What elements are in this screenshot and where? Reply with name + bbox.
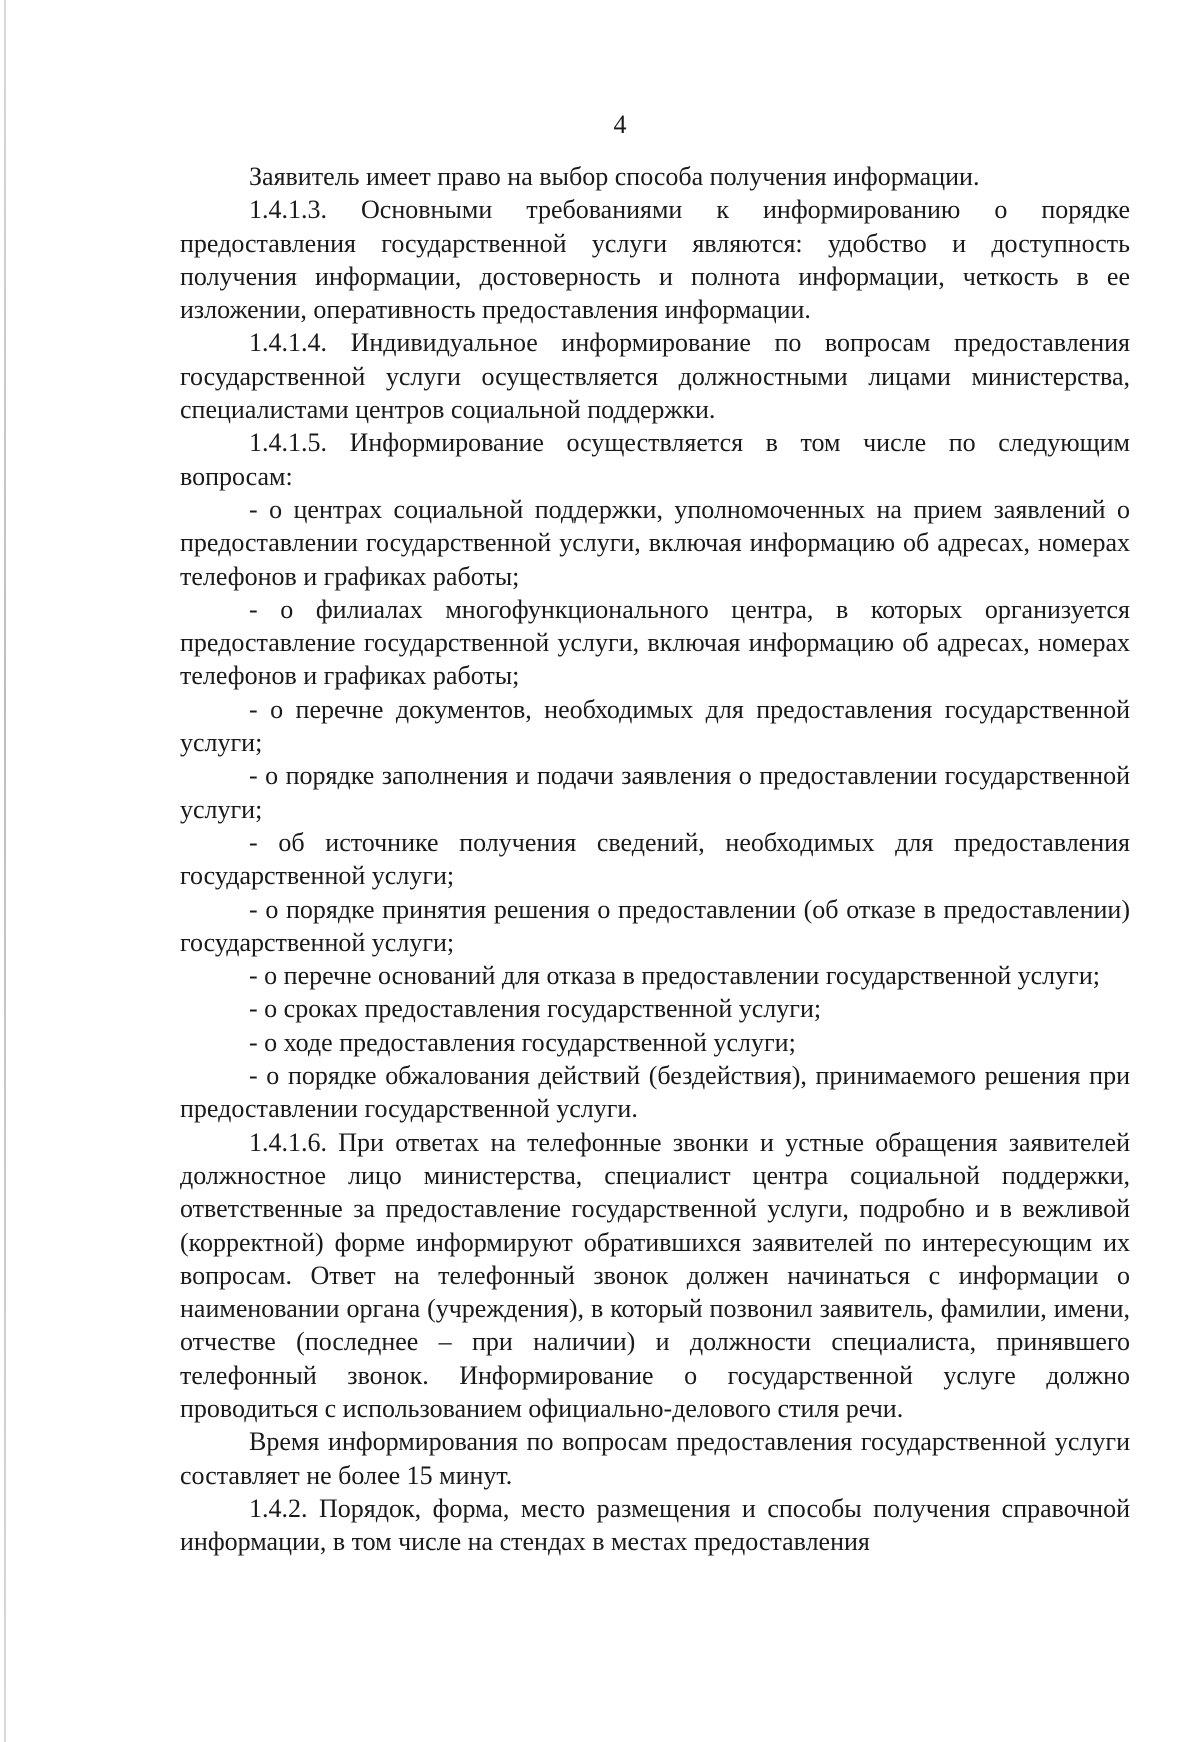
list-item: - о центрах социальной поддержки, уполномоченных на прием заявлений о предоставлении государственной услуги, включая информацию об адресах, номерах телефонов и графиках работы; bbox=[180, 494, 1130, 591]
scan-edge-line bbox=[4, 0, 6, 1742]
list-item: - о ходе предоставления государственной услуги; bbox=[249, 1027, 796, 1057]
paragraph-right-to-choose: Заявитель имеет право на выбор способа получения информации. bbox=[249, 162, 980, 191]
list-item: - о филиалах многофункционального центра, в которых организуется предоставление государственной услуги, включая информацию об адресах, номерах телефонов и графиках работы; bbox=[180, 594, 1130, 691]
paragraph-1-4-1-3: 1.4.1.3. Основными требованиями к информированию о порядке предоставления государственной услуги являются: удобство и доступность получения информации, достоверность и полнота информации, четкость в ее изложении, оперативность предоставления информации. bbox=[180, 195, 1130, 325]
paragraph-1-4-1-6: 1.4.1.6. При ответах на телефонные звонки и устные обращения заявителей должностное лицо министерства, специалист центра социальной поддержки, ответственные за предоставление государственной услуги, подробно и в вежливой (корректной) форме информируют обратившихся заявителей по интересующим их вопросам. Ответ на телефонный звонок должен начинаться с информации о наименовании органа (учреждения), в который позвонил заявитель, фамилии, имени, отчестве (последнее – при наличии) и должности специалиста, принявшего телефонный звонок. Информирование о государственной услуге должно проводиться с использованием официально-делового стиля речи. bbox=[180, 1127, 1130, 1423]
document-body bbox=[180, 160, 1130, 1558]
paragraph-1-4-2: 1.4.2. Порядок, форма, место размещения и способы получения справочной информации, в том числе на стендах в местах предоставления bbox=[180, 1493, 1130, 1557]
list-item: - о порядке принятия решения о предоставлении (об отказе в предоставлении) государственной услуги; bbox=[180, 894, 1130, 957]
list-item: - о перечне документов, необходимых для предоставления государственной услуги; bbox=[180, 694, 1130, 758]
paragraph-1-4-1-4: 1.4.1.4. Индивидуальное информирование по вопросам предоставления государственной услуги осуществляется должностными лицами министерства, специалистами центров социальной поддержки. bbox=[180, 328, 1130, 425]
list-item: - о сроках предоставления государственной услуги; bbox=[249, 994, 822, 1024]
list-item: - о перечне оснований для отказа в предоставлении государственной услуги; bbox=[249, 961, 1100, 991]
list-item: - о порядке обжалования действий (бездействия), принимаемого решения при предоставлении государственной услуги. bbox=[180, 1061, 1130, 1124]
list-item: - о порядке заполнения и подачи заявления о предоставлении государственной услуги; bbox=[180, 761, 1130, 824]
paragraph-informing-time: Время информирования по вопросам предоставления государственной услуги составляет не более 15 минут. bbox=[180, 1427, 1130, 1490]
list-item: - об источнике получения сведений, необходимых для предоставления государственной услуги; bbox=[180, 827, 1130, 891]
page-number: 4 bbox=[613, 110, 627, 139]
paragraph-1-4-1-5: 1.4.1.5. Информирование осуществляется в том числе по следующим вопросам: bbox=[180, 428, 1130, 491]
